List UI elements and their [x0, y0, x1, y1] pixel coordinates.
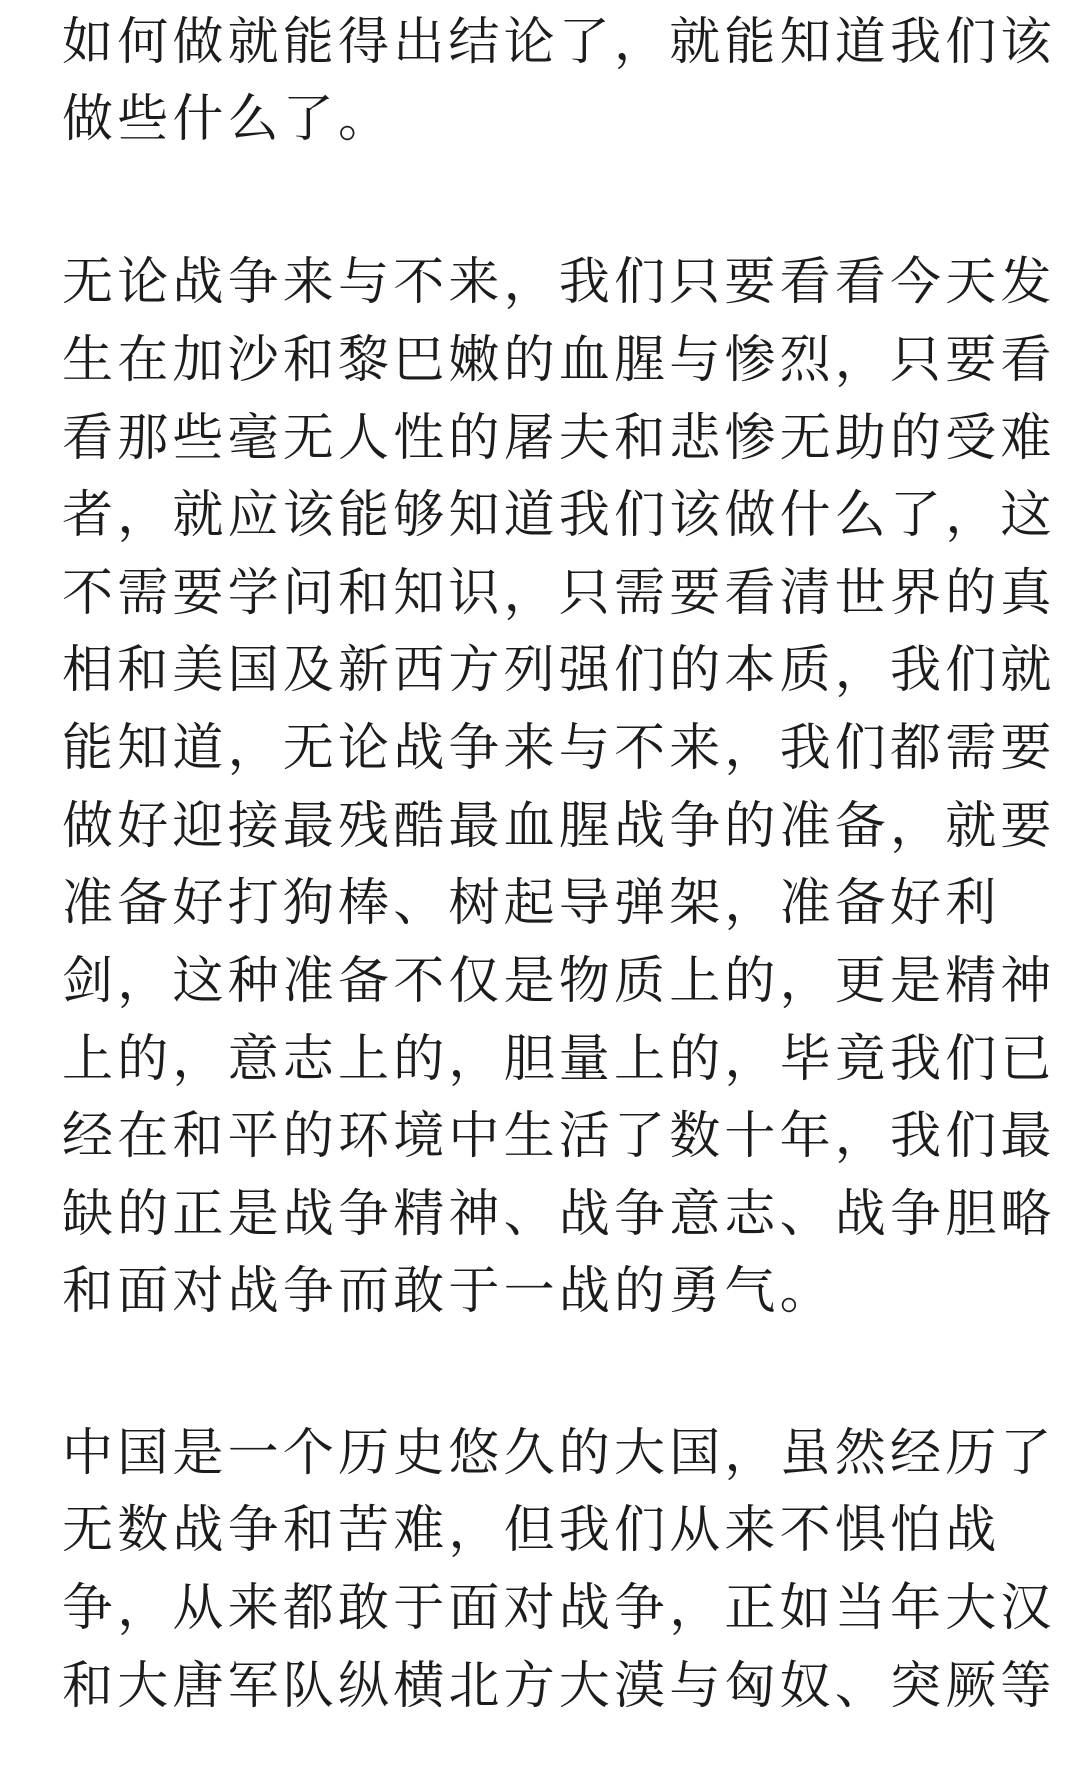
- text-line: 剑，这种准备不仅是物质上的，更是精神: [62, 952, 1056, 1011]
- text-line: 如何做就能得出结论了，就能知道我们该: [62, 13, 1056, 72]
- text-line: 和面对战争而敢于一战的勇气。: [62, 1262, 835, 1321]
- text-line: 无论战争来与不来，我们只要看看今天发: [62, 253, 1056, 312]
- text-line: 做好迎接最残酷最血腥战争的准备，就要: [62, 797, 1056, 856]
- text-line: 争，从来都敢于面对战争，正如当年大汉: [62, 1579, 1056, 1638]
- text-line: 中国是一个历史悠久的大国，虽然经历了: [62, 1424, 1056, 1483]
- text-line: 缺的正是战争精神、战争意志、战争胆略: [62, 1185, 1056, 1244]
- text-line: 上的，意志上的，胆量上的，毕竟我们已: [62, 1030, 1056, 1089]
- text-line: 无数战争和苦难，但我们从来不惧怕战: [62, 1501, 1001, 1560]
- text-line: 不需要学问和知识，只需要看清世界的真: [62, 564, 1056, 623]
- text-line: 生在加沙和黎巴嫩的血腥与惨烈，只要看: [62, 331, 1056, 390]
- text-line: 能知道，无论战争来与不来，我们都需要: [62, 719, 1056, 778]
- text-line: 相和美国及新西方列强们的本质，我们就: [62, 641, 1056, 700]
- text-line: 和大唐军队纵横北方大漠与匈奴、突厥等: [62, 1657, 1056, 1716]
- text-line: 者，就应该能够知道我们该做什么了，这: [62, 486, 1056, 545]
- text-line: 经在和平的环境中生活了数十年，我们最: [62, 1107, 1056, 1166]
- text-line: 看那些毫无人性的屠夫和悲惨无助的受难: [62, 409, 1056, 468]
- text-line: 准备好打狗棒、树起导弹架，准备好利: [62, 874, 1001, 933]
- text-line: 做些什么了。: [62, 90, 394, 149]
